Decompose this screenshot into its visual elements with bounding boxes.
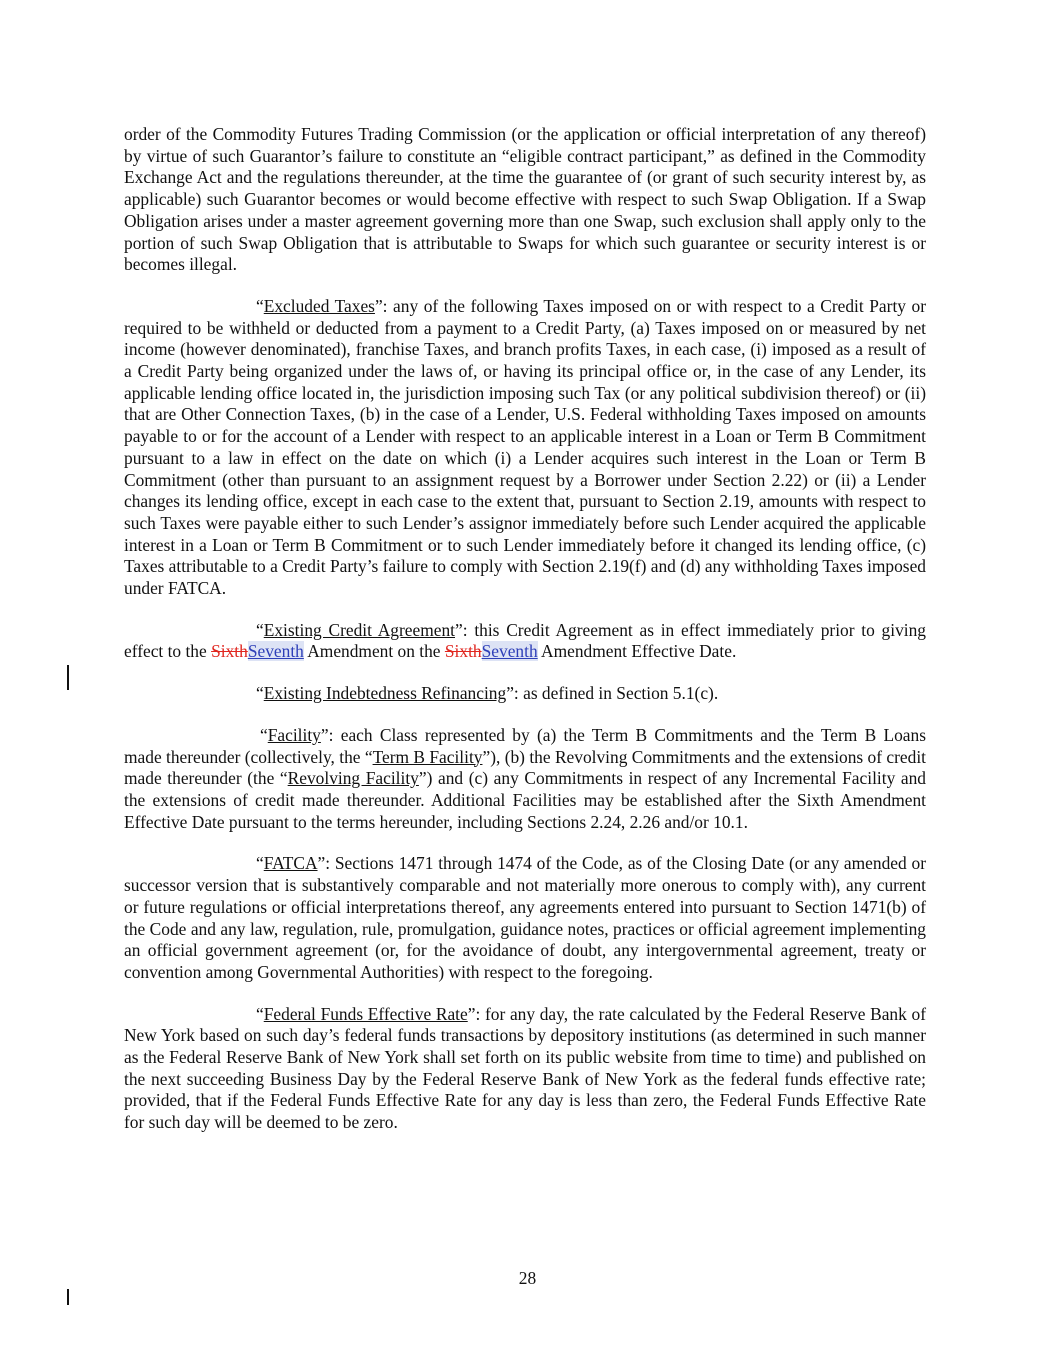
definition-excluded-taxes: “Excluded Taxes”: any of the following Taxes imposed on or with respect to a Credit Party or required to be withheld or deducted from a payment to a Credit Party, (a) Taxes imposed on or measured by net income (however denominated), franchise Taxes, and branch profits Taxes, in each case, (i) imposed as a result of a Credit Party being organized under the laws of, or having its principal office or, in the case of any Lender, its applicable lending office located in, the jurisdiction imposing such Tax (or any political subdivision thereof) or (ii) that are Other Connection Taxes, (b) in the case of a Lender, U.S. Federal withholding Taxes imposed on amounts payable to or for the account of a Lender with respect to an applicable interest in a Loan or Term B Commitment pursuant to a law in effect on the date on which (i) a Lender acquires such interest in the Loan or Term B Commitment (other than pursuant to an assignment request by a Borrower under Section 2.22) or (ii) a Lender changes its lending office, except in each case to the extent that, pursuant to Section 2.19, amounts with respect to such Taxes were payable either to such Lender’s assignor immediately before such Lender acquired the applicable interest in a Loan or Term B Commitment or to such Lender immediately before it changed its lending office, (c) Taxes attributable to a Credit Party’s failure to comply with Section 2.19(f) and (d) any withholding Taxes imposed under FATCA. xyxy=(124,295,927,599)
defined-term: Existing Indebtedness Refinancing xyxy=(263,683,507,704)
defined-term: Facility xyxy=(267,724,321,745)
change-bar xyxy=(67,1289,69,1305)
defined-term: Revolving Facility xyxy=(287,768,419,789)
deleted-text: Sixth xyxy=(211,641,248,662)
definition-federal-funds-effective-rate: “Federal Funds Effective Rate”: for any day, the rate calculated by the Federal Reserve Bank of New York based on such day’s federal funds transactions by depository institutions (as determined in such manner as the Federal Reserve Bank of New York shall set forth on its public website from time to time) and published on the next succeeding Business Day by the Federal Reserve Bank of New York as the federal funds effective rate; provided, that if the Federal Funds Effective Rate for any day is less than zero, the Federal Funds Effective Rate for such day will be deemed to be zero. xyxy=(124,1003,926,1133)
change-bar xyxy=(67,665,69,690)
paragraph-swap-obligation: order of the Commodity Futures Trading Commission (or the application or official interpretation of any thereof) by virtue of such Guarantor’s failure to constitute an “eligible contract participant,” as defined in the Commodity Exchange Act and the regulations thereunder, at the time the guarantee of (or grant of such security interest by, as applicable) such Guarantor becomes or would become effective with respect to such Swap Obligation. If a Swap Obligation arises under a master agreement governing more than one Swap, such exclusion shall apply only to the portion of such Swap Obligation that is attributable to Swaps for which such guarantee or security interest is or becomes illegal. xyxy=(124,124,926,275)
deleted-text: Sixth xyxy=(444,641,482,662)
page-number: 28 xyxy=(518,1268,537,1288)
definition-fatca: “FATCA”: Sections 1471 through 1474 of the Code, as of the Closing Date (or any amended or successor version that is substantively comparable and not materially more onerous to comply with), any current or future regulations or official interpretations thereof, any agreements entered into pursuant to Section 1471(b) of the Code and any law, regulation, rule, promulgation, guidance notes, practices or official agreement implementing an official government agreement (or, for the avoidance of doubt, any intergovernmental agreement, treaty or convention among Governmental Authorities) with respect to the foregoing. xyxy=(124,853,926,982)
definition-existing-credit-agreement: “Existing Credit Agreement”: this Credit Agreement as in effect immediately prior to giving effect to the SixthSeventh Amendment on the SixthSeventh Amendment Effective Date. xyxy=(124,619,927,662)
definition-existing-indebtedness-refinancing: “Existing Indebtedness Refinancing”: as defined in Section 5.1(c). xyxy=(256,683,719,704)
defined-term: Excluded Taxes xyxy=(263,295,375,316)
defined-term: Existing Credit Agreement xyxy=(263,619,455,640)
inserted-text: Seventh xyxy=(481,641,538,662)
definition-facility: “Facility”: each Class represented by (a) the Term B Commitments and the Term B Loans made thereunder (collectively, the “Term B Facility”), (b) the Revolving Commitments and the extensions of credit made thereunder (the “Revolving Facility”) and (c) any Commitments in respect of any Incremental Facility and the extensions of credit made thereunder. Additional Facilities may be established after the Sixth Amendment Effective Date pursuant to the terms hereunder, including Sections 2.24, 2.26 and/or 10.1. xyxy=(124,724,926,832)
defined-term: Term B Facility xyxy=(372,746,483,767)
defined-term: FATCA xyxy=(263,853,318,874)
defined-term: Federal Funds Effective Rate xyxy=(263,1003,468,1024)
inserted-text: Seventh xyxy=(247,641,304,662)
document-page xyxy=(124,124,926,1154)
